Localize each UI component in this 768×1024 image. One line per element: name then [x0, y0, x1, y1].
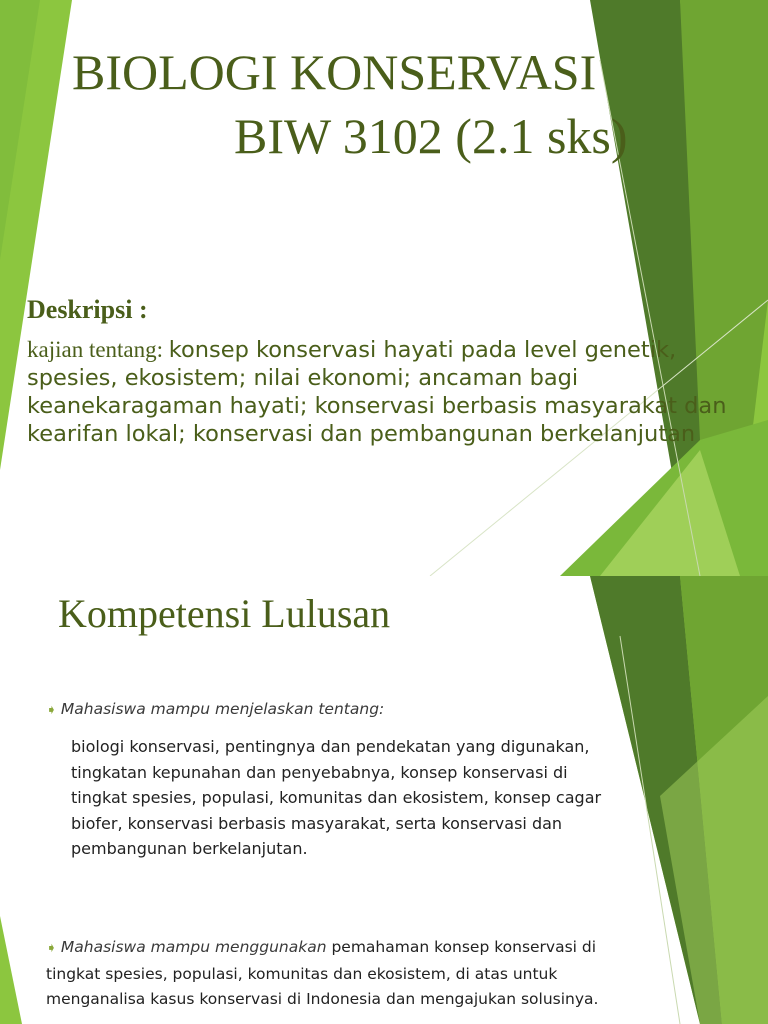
- description-heading: Deskripsi :: [27, 295, 148, 324]
- bullet-2: [46, 935, 606, 1013]
- description-body: [27, 336, 747, 448]
- slide-title: [72, 40, 628, 168]
- bullet-1-label: Mahasiswa mampu menjelaskan tentang:: [60, 700, 385, 718]
- title-line-1: BIOLOGI KONSERVASI: [72, 44, 597, 100]
- bullet-1-text: biologi konservasi, pentingnya dan pendekatan yang digunakan, tingkatan kepunahan dan penyebabnya, konsep konservasi di tingkat spesies, populasi, komunitas dan ekosistem, konsep cagar biofer, konservasi berbasis masyarakat, serta konservasi dan pembangunan berkelanjutan.: [71, 737, 602, 858]
- arrow-bullet-icon: ➧: [46, 703, 57, 718]
- description-lead: kajian tentang:: [27, 337, 164, 362]
- arrow-bullet-icon: ➧: [46, 941, 57, 956]
- slide-2: [0, 576, 768, 1024]
- title-line-2: BIW 3102 (2.1 sks): [234, 108, 628, 164]
- description-text: konsep konservasi hayati pada level genetik, spesies, ekosistem; nilai ekonomi; ancaman bagi keanekaragaman hayati; konservasi berbasis masyarakat dan kearifan lokal; konservasi dan pembangunan berkelanjutan: [27, 337, 727, 447]
- bullet-2-label: Mahasiswa mampu menggunakan: [60, 938, 327, 956]
- bullet-1: [46, 700, 384, 718]
- bullet-2-text: pemahaman konsep konservasi di tingkat spesies, populasi, komunitas dan ekosistem, di atas untuk menganalisa kasus konservasi di Indonesia dan mengajukan solusinya.: [46, 938, 599, 1008]
- left-corner-sliver: [0, 916, 22, 1024]
- competency-title: Kompetensi Lulusan: [58, 591, 391, 636]
